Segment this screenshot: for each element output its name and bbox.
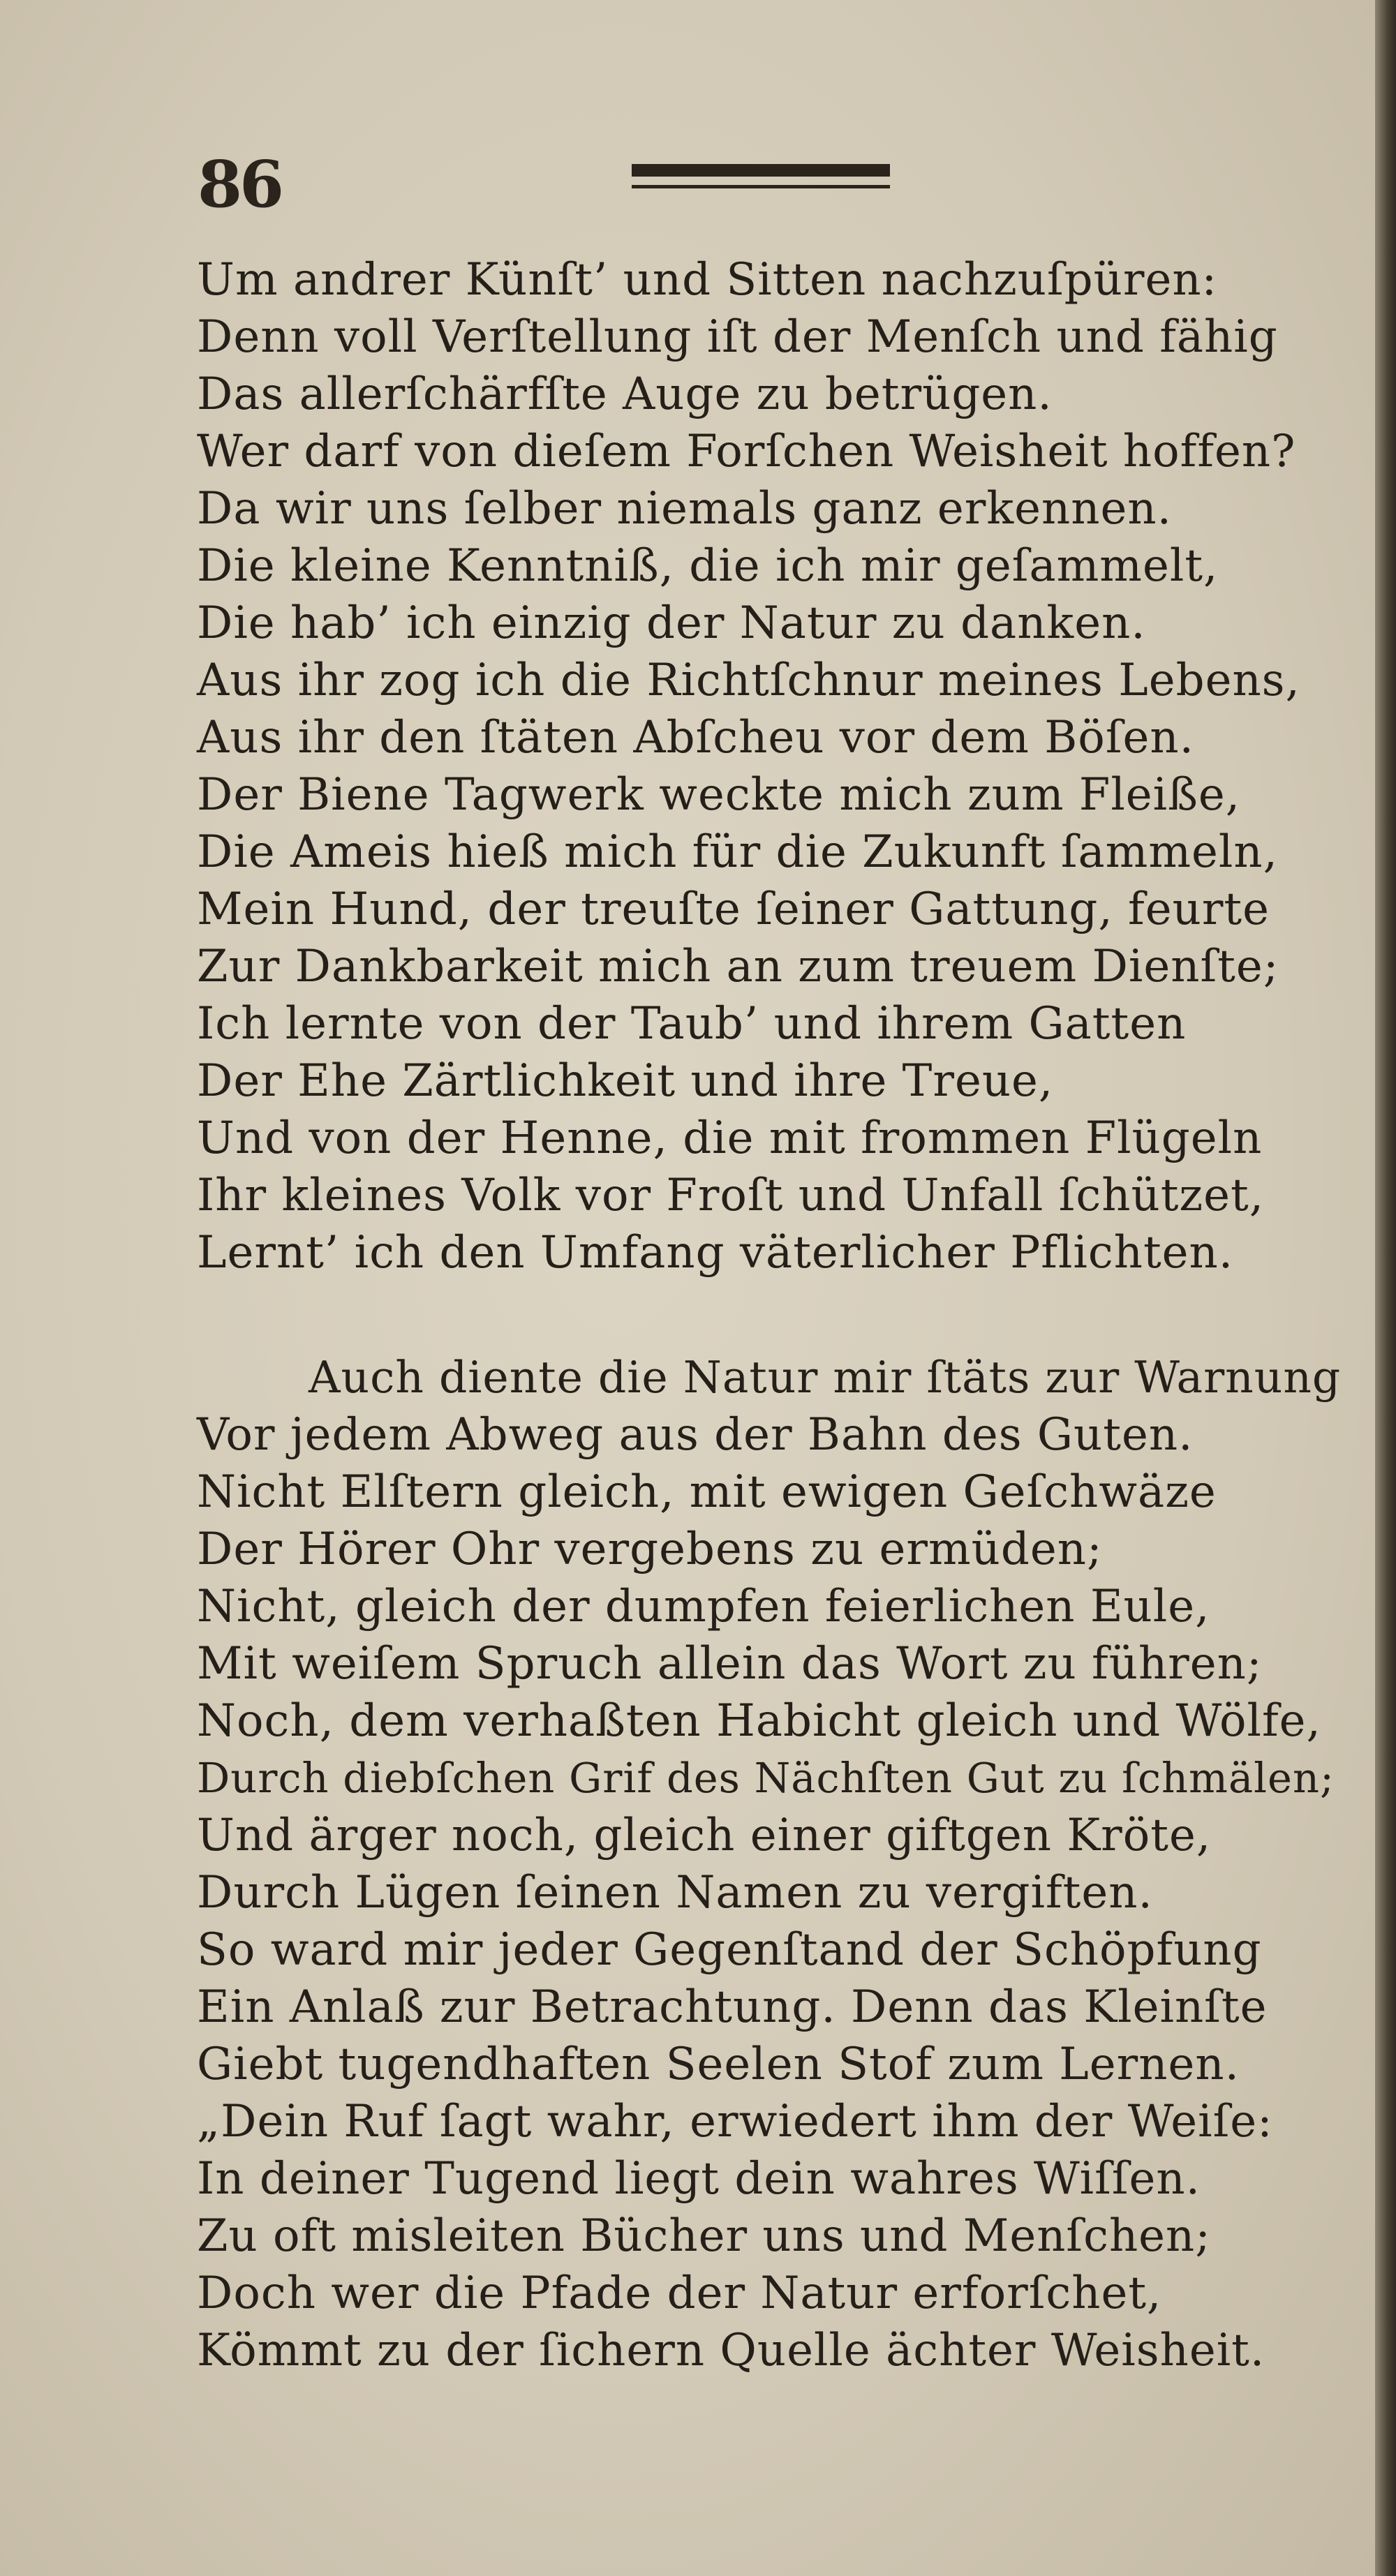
stanza-gap (197, 1281, 1342, 1349)
verse-line: Ich lernte von der Taub’ und ihrem Gatten (197, 998, 1187, 1050)
verse-line: Zur Dankbarkeit mich an zum treuem Dienſte; (197, 941, 1279, 992)
verse-line: Doch wer die Pfade der Natur erforſchet, (197, 2268, 1162, 2319)
verse-line: Der Ehe Zärtlichkeit und ihre Treue, (197, 1055, 1054, 1107)
verse-line: Die hab’ ich einzig der Natur zu danken. (197, 597, 1146, 649)
header-rule (632, 164, 890, 192)
verse-line: Vor jedem Abweg aus der Bahn des Guten. (197, 1409, 1194, 1461)
verse-line: Nicht Elſtern gleich, mit ewigen Geſchwäze (197, 1466, 1217, 1518)
verse-line: So ward mir jeder Gegenſtand der Schöpfung (197, 1924, 1262, 1976)
verse-line: Und ärger noch, gleich einer giftgen Kröte, (197, 1810, 1212, 1861)
verse-line: Aus ihr den ſtäten Abſcheu vor dem Böſen. (197, 712, 1194, 764)
verse-line: Mit weiſem Spruch allein das Wort zu führen; (197, 1638, 1263, 1690)
verse-line: Wer darf von dieſem Forſchen Weisheit hoffen? (197, 426, 1296, 477)
verse-line: Zu oft misleiten Bücher uns und Menſchen; (197, 2210, 1211, 2262)
verse-line: Und von der Henne, die mit frommen Flügeln (197, 1112, 1263, 1164)
verse-line: Ihr kleines Volk vor Froſt und Unfall ſchützet, (197, 1170, 1265, 1221)
verse-line: Lernt’ ich den Umfang väterlicher Pflichten. (197, 1227, 1234, 1279)
poem-text (197, 251, 1342, 2379)
verse-line: Aus ihr zog ich die Richtſchnur meines Lebens, (197, 655, 1300, 706)
stanza-1 (197, 251, 1342, 1281)
stanza-2 (197, 1349, 1342, 2379)
verse-line: Die Ameis hieß mich für die Zukunft ſammeln, (197, 826, 1278, 878)
verse-line: Da wir uns ſelber niemals ganz erkennen. (197, 483, 1172, 535)
verse-line: Der Hörer Ohr vergebens zu ermüden; (197, 1524, 1103, 1575)
verse-line: Kömmt zu der ſichern Quelle ächter Weisheit. (197, 2325, 1265, 2376)
header-rule-thin (632, 185, 890, 188)
verse-line: Die kleine Kenntniß, die ich mir geſammelt, (197, 540, 1219, 592)
verse-line: Mein Hund, der treuſte ſeiner Gattung, feurte (197, 884, 1270, 935)
verse-line: Durch Lügen ſeinen Namen zu vergiften. (197, 1867, 1153, 1919)
verse-line: Noch, dem verhaßten Habicht gleich und Wölfe, (197, 1695, 1321, 1747)
verse-line-indented: Auch diente die Natur mir ſtäts zur Warnung (309, 1352, 1342, 1403)
verse-line: In deiner Tugend liegt dein wahres Wiſſen. (197, 2153, 1201, 2205)
verse-line: Ein Anlaß zur Betrachtung. Denn das Kleinſte (197, 1981, 1268, 2033)
verse-line: Um andrer Künſt’ und Sitten nachzuſpüren: (197, 254, 1218, 306)
verse-line: Nicht, gleich der dumpfen feierlichen Eule, (197, 1581, 1210, 1632)
verse-line: Das allerſchärfſte Auge zu betrügen. (197, 368, 1053, 420)
verse-line: Der Biene Tagwerk weckte mich zum Fleiße, (197, 769, 1241, 821)
verse-line: Durch diebſchen Grif des Nächſten Gut zu ſchmälen; (197, 1754, 1335, 1802)
verse-line: Giebt tugendhaften Seelen Stof zum Lernen. (197, 2039, 1240, 2090)
header-rule-thick (632, 164, 890, 177)
verse-line: „Dein Ruf ſagt wahr, erwiedert ihm der Weiſe: (197, 2096, 1273, 2147)
verse-line: Denn voll Verſtellung iſt der Menſch und fähig (197, 311, 1278, 363)
book-spine-edge (1375, 0, 1396, 2576)
page-number: 86 (198, 147, 282, 222)
